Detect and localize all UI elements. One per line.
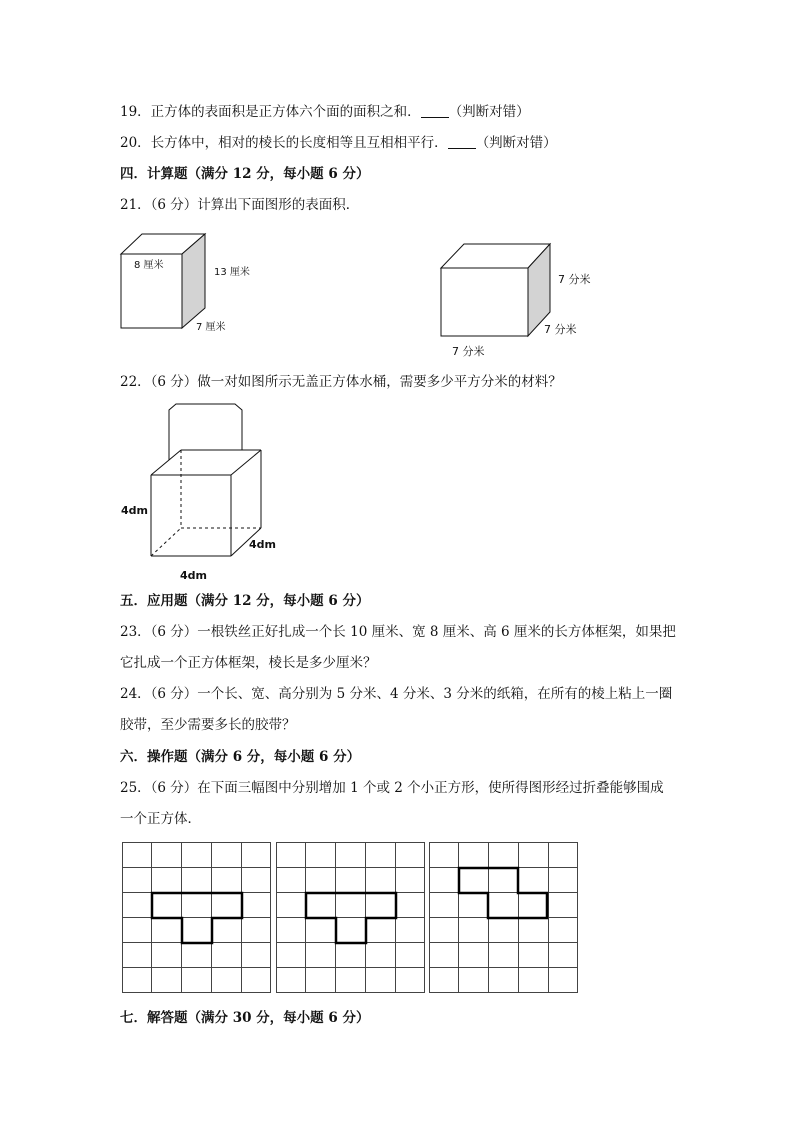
label-depth-7cm: 7 厘米: [196, 322, 226, 333]
figure-21-cube: [440, 242, 600, 362]
section-5-heading: 五．应用题（满分 12 分，每小题 6 分）: [120, 593, 370, 609]
question-24-line-1: 24．（6 分）一个长、宽、高分别为 5 分米、4 分米、3 分米的纸箱，在所有的棱上粘上一圈: [120, 686, 673, 702]
label-bottom-4dm: 4dm: [180, 569, 207, 582]
section-7-heading: 七．解答题（满分 30 分，每小题 6 分）: [120, 1010, 370, 1026]
label-width-7dm: 7 分米: [452, 345, 485, 358]
grid-1[interactable]: [122, 842, 272, 994]
label-height-7dm: 7 分米: [558, 273, 591, 286]
question-20-text: 20．长方体中，相对的棱长的长度相等且互相相平行．: [120, 135, 448, 151]
figure-22-bucket: [118, 400, 298, 585]
section-4-heading: 四．计算题（满分 12 分，每小题 6 分）: [120, 166, 370, 182]
question-25-line-2: 一个正方体．: [120, 811, 201, 827]
label-left-4dm: 4dm: [121, 504, 148, 517]
question-19-text: 19．正方体的表面积是正方体六个面的面积之和．: [120, 104, 421, 120]
question-19-tail: （判断对错）: [448, 104, 530, 120]
grid-2[interactable]: [276, 842, 426, 994]
question-23-line-2: 它扎成一个正方体框架，棱长是多少厘米？: [120, 655, 377, 671]
answer-blank-19[interactable]: [421, 103, 449, 118]
question-23-line-1: 23．（6 分）一根铁丝正好扎成一个长 10 厘米、宽 8 厘米、高 6 厘米的长方体框架，如果把: [120, 624, 676, 640]
grid-3[interactable]: [429, 842, 579, 994]
question-20: [120, 133, 557, 153]
question-25-line-1: 25．（6 分）在下面三幅图中分别增加 1 个或 2 个小正方形，使所得图形经过折叠能够围成: [120, 780, 664, 796]
question-22: 22．（6 分）做一对如图所示无盖正方体水桶，需要多少平方分米的材料？: [120, 374, 562, 390]
label-right-4dm: 4dm: [249, 538, 276, 551]
figure-21-prism: [118, 230, 258, 340]
question-24-line-2: 胶带，至少需要多长的胶带？: [120, 717, 296, 733]
answer-blank-20[interactable]: [448, 134, 476, 149]
question-20-tail: （判断对错）: [475, 135, 557, 151]
label-height-13cm: 13 厘米: [214, 267, 250, 278]
question-21: 21．（6 分）计算出下面图形的表面积．: [120, 197, 360, 213]
section-6-heading: 六．操作题（满分 6 分，每小题 6 分）: [120, 749, 361, 765]
label-depth-7dm: 7 分米: [544, 323, 577, 336]
label-front-8cm: 8 厘米: [134, 260, 164, 271]
question-19: [120, 102, 530, 122]
